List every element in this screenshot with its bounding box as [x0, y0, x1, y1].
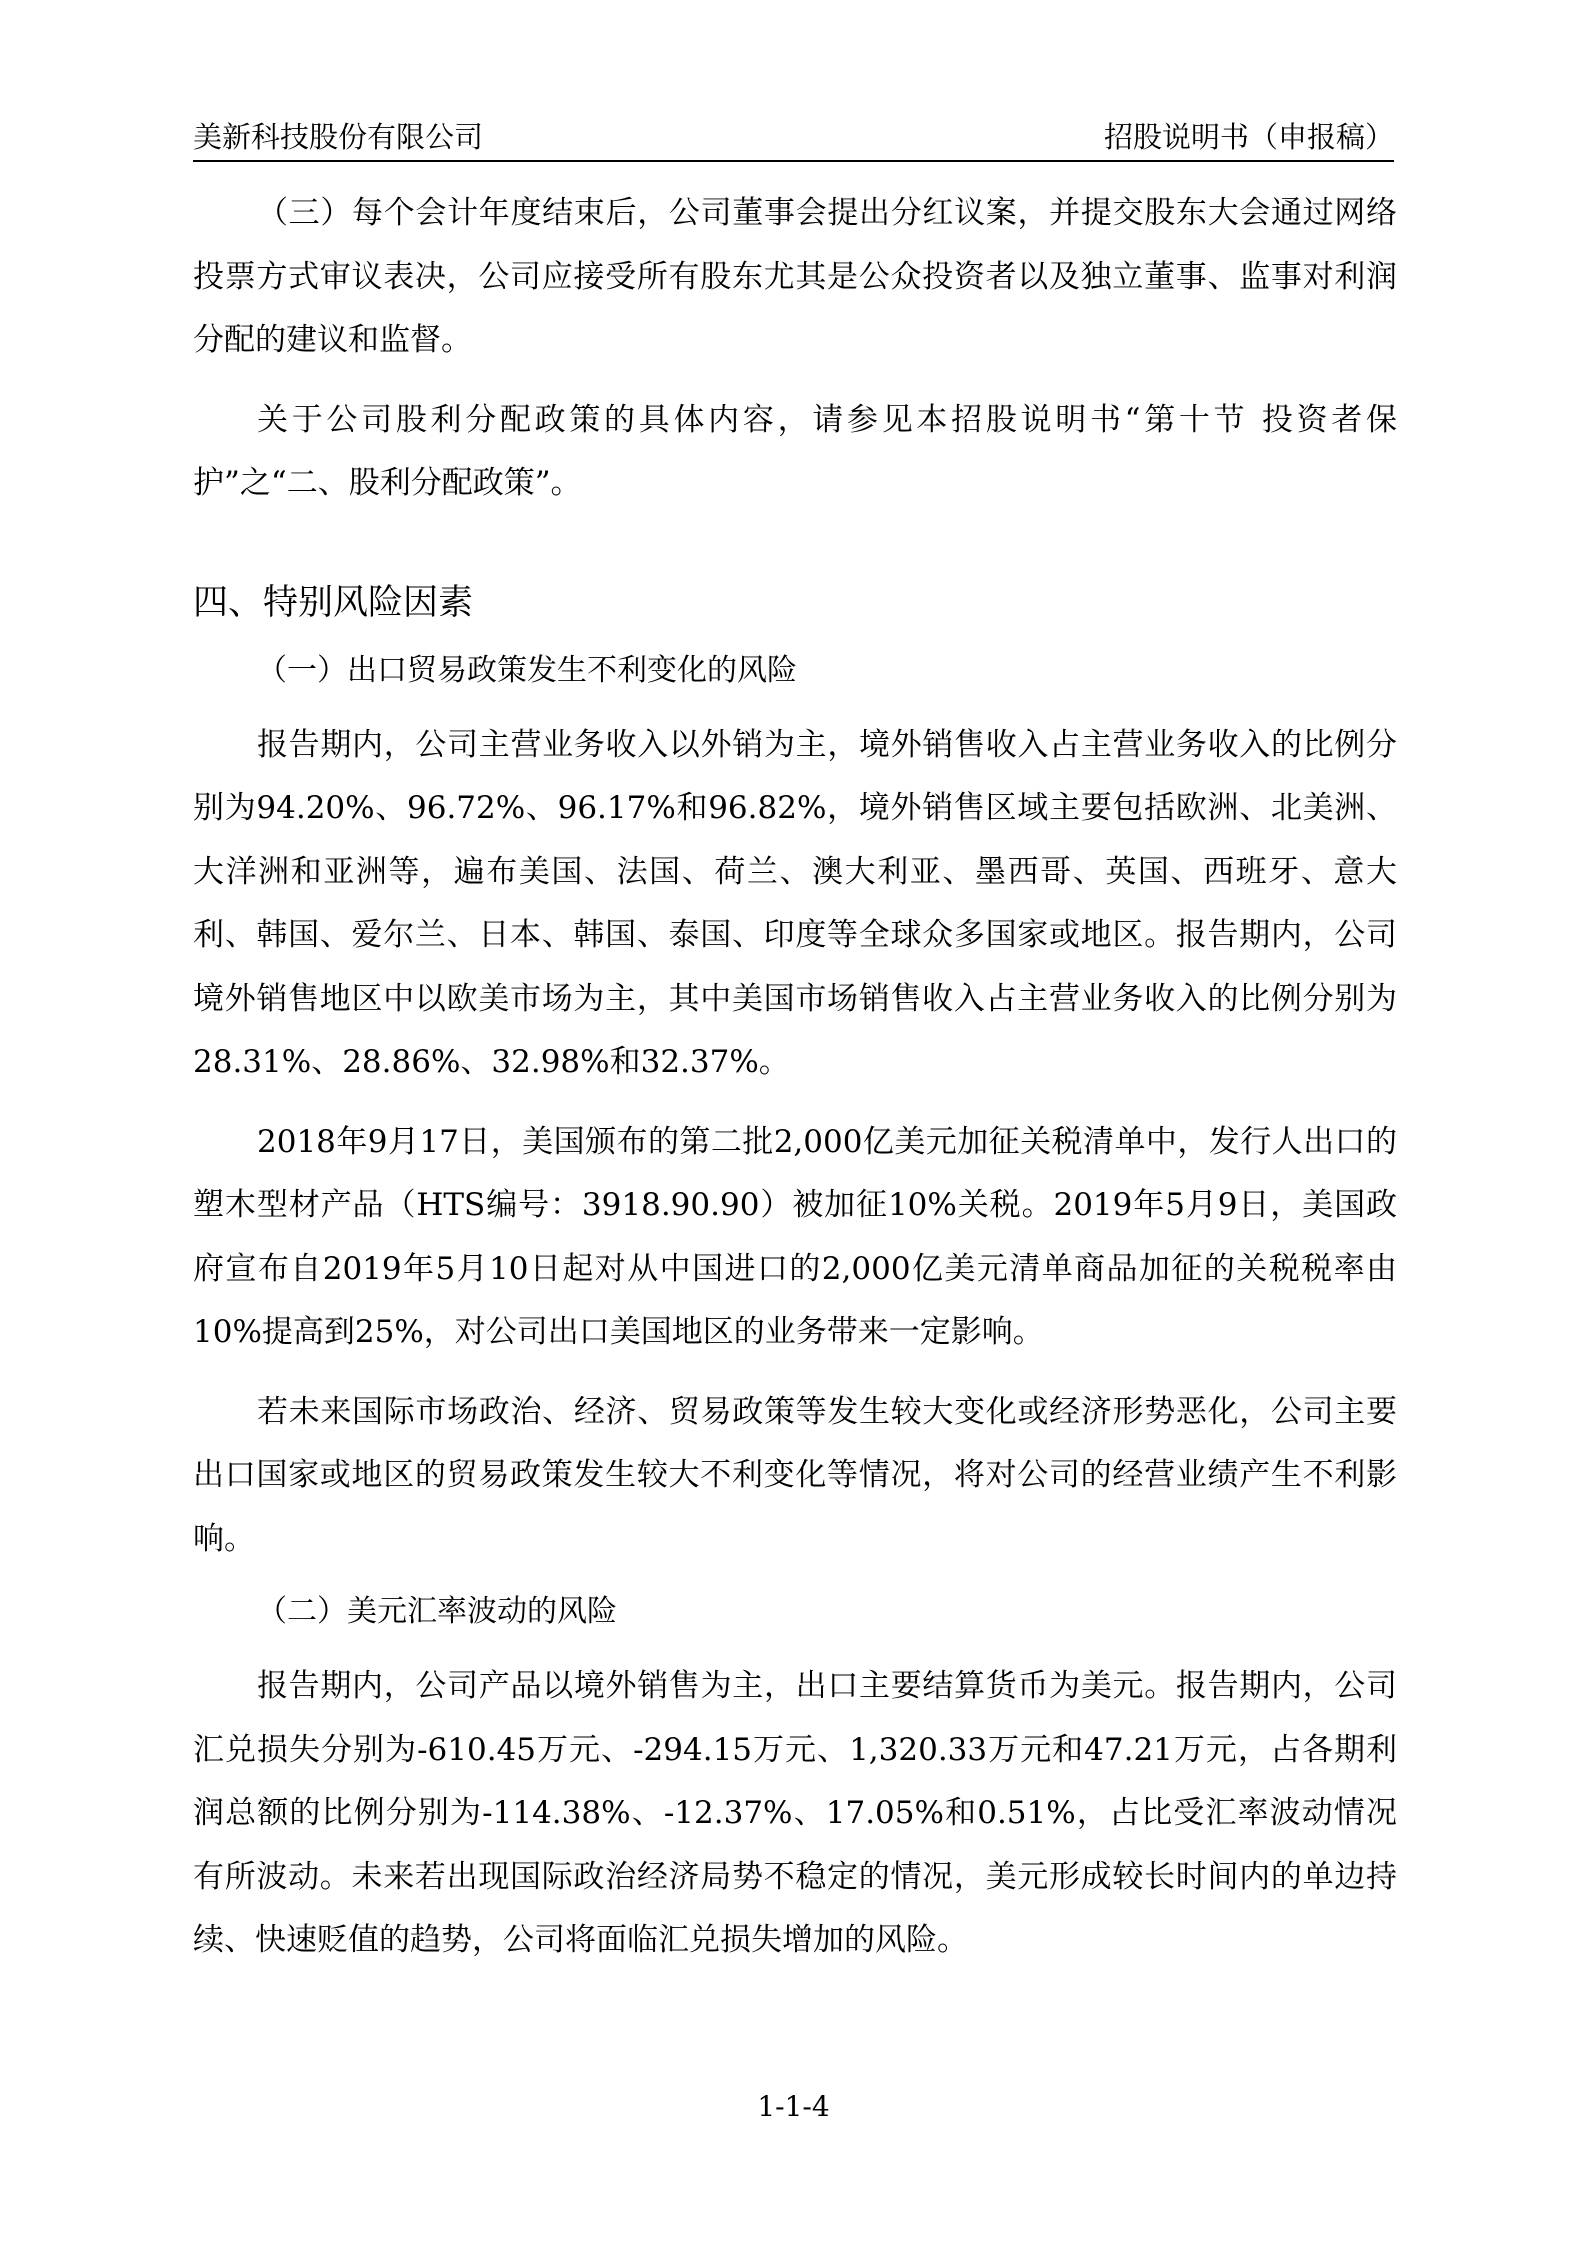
paragraph-exchange-loss: 报告期内，公司产品以境外销售为主，出口主要结算货币为美元。报告期内，公司汇兑损失分别为-610.45万元、-294.15万元、1,320.33万元和47.21万元，占各期利润总额的比例分别为-114.38%、-12.37%、17.05%和0.51%，占比受汇率波动情况有所波动。未来若出现国际政治经济局势不稳定的情况，美元形成较长时间内的单边持续、快速贬值的趋势，公司将面临汇兑损失增加的风险。: [193, 1668, 1397, 1958]
paragraph-dividend-policy-reference: 关于公司股利分配政策的具体内容，请参见本招股说明书“第十节 投资者保护”之“二、股利分配政策”。: [193, 401, 1397, 501]
subsection-heading-exchange-rate-risk: （二）美元汇率波动的风险: [257, 1594, 617, 1629]
subsection-heading-trade-policy-risk: （一）出口贸易政策发生不利变化的风险: [257, 652, 797, 688]
page-header: [193, 108, 1394, 162]
page-number: 1-1-4: [757, 2090, 830, 2123]
header-document-title: 招股说明书（申报稿）: [1103, 120, 1394, 154]
header-company-name: 美新科技股份有限公司: [193, 120, 484, 154]
paragraph-dividend-proposal: （三）每个会计年度结束后，公司董事会提出分红议案，并提交股东大会通过网络投票方式审议表决，公司应接受所有股东尤其是公众投资者以及独立董事、监事对利润分配的建议和监督。: [193, 195, 1397, 358]
paragraph-overseas-sales: 报告期内，公司主营业务收入以外销为主，境外销售收入占主营业务收入的比例分别为94.20%、96.72%、96.17%和96.82%，境外销售区域主要包括欧洲、北美洲、大洋洲和亚洲等，遍布美国、法国、荷兰、澳大利亚、墨西哥、英国、西班牙、意大利、韩国、爱尔兰、日本、韩国、泰国、印度等全球众多国家或地区。报告期内，公司境外销售地区中以欧美市场为主，其中美国市场销售收入占主营业务收入的比例分别为28.31%、28.86%、32.98%和32.37%。: [193, 726, 1397, 1080]
paragraph-trade-policy-impact: 若未来国际市场政治、经济、贸易政策等发生较大变化或经济形势恶化，公司主要出口国家或地区的贸易政策发生较大不利变化等情况，将对公司的经营业绩产生不利影响。: [193, 1393, 1397, 1557]
section-heading-special-risks: 四、特别风险因素: [193, 582, 474, 623]
paragraph-us-tariffs: 2018年9月17日，美国颁布的第二批2,000亿美元加征关税清单中，发行人出口的塑木型材产品（HTS编号：3918.90.90）被加征10%关税。2019年5月9日，美国政府宣布自2019年5月10日起对从中国进口的2,000亿美元清单商品加征的关税税率由10%提高到25%，对公司出口美国地区的业务带来一定影响。: [193, 1123, 1397, 1350]
page-content: [193, 182, 1397, 1989]
